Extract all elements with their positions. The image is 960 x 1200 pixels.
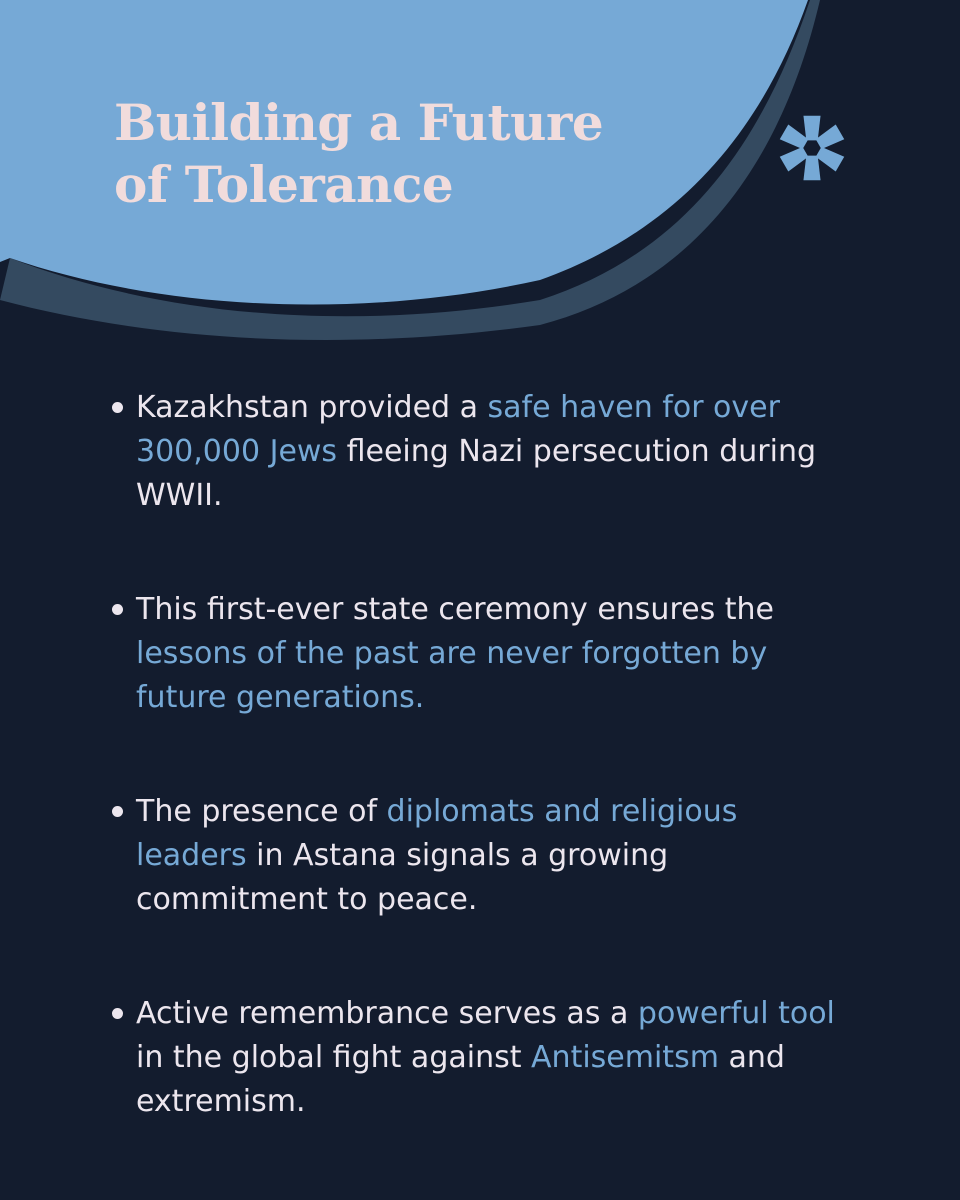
title-line-2: of Tolerance [114, 155, 454, 214]
bullet-text-plain: Active remembrance serves as a [136, 996, 638, 1031]
bullet-text-plain: Kazakhstan provided a [136, 390, 488, 425]
bullet-dot [112, 402, 123, 413]
bullet-text-plain: This first-ever state ceremony ensures the [136, 592, 774, 627]
bullet-item [108, 386, 838, 518]
bullet-text-highlight: diplomats and religious leaders [136, 794, 738, 873]
bullet-text-highlight: Antisemitsm [531, 1040, 719, 1075]
bullet-text-plain: in Astana signals a growing commitment to peace. [136, 838, 669, 917]
bullet-item [108, 588, 838, 720]
bullet-item [108, 992, 838, 1124]
bullet-text-highlight: lessons of the past are never forgotten by future generations. [136, 636, 768, 715]
asterisk-logo-icon [774, 110, 850, 186]
bullet-dot [112, 604, 123, 615]
bullet-text-highlight: powerful tool [637, 996, 835, 1031]
bullet-text-plain: The presence of [136, 794, 387, 829]
bullet-dot [112, 1008, 123, 1019]
title-line-1: Building a Future [114, 93, 604, 152]
bullet-item [108, 790, 838, 922]
page-title [114, 92, 674, 216]
bullet-text-highlight: safe haven for over 300,000 Jews [136, 390, 780, 469]
bullet-text-plain: fleeing Nazi persecution during WWII. [136, 434, 817, 513]
bullet-dot [112, 806, 123, 817]
bullet-list [108, 386, 838, 1194]
bullet-text-plain: and extremism. [136, 1040, 785, 1119]
bullet-text-plain: in the global fight against [136, 1040, 532, 1075]
